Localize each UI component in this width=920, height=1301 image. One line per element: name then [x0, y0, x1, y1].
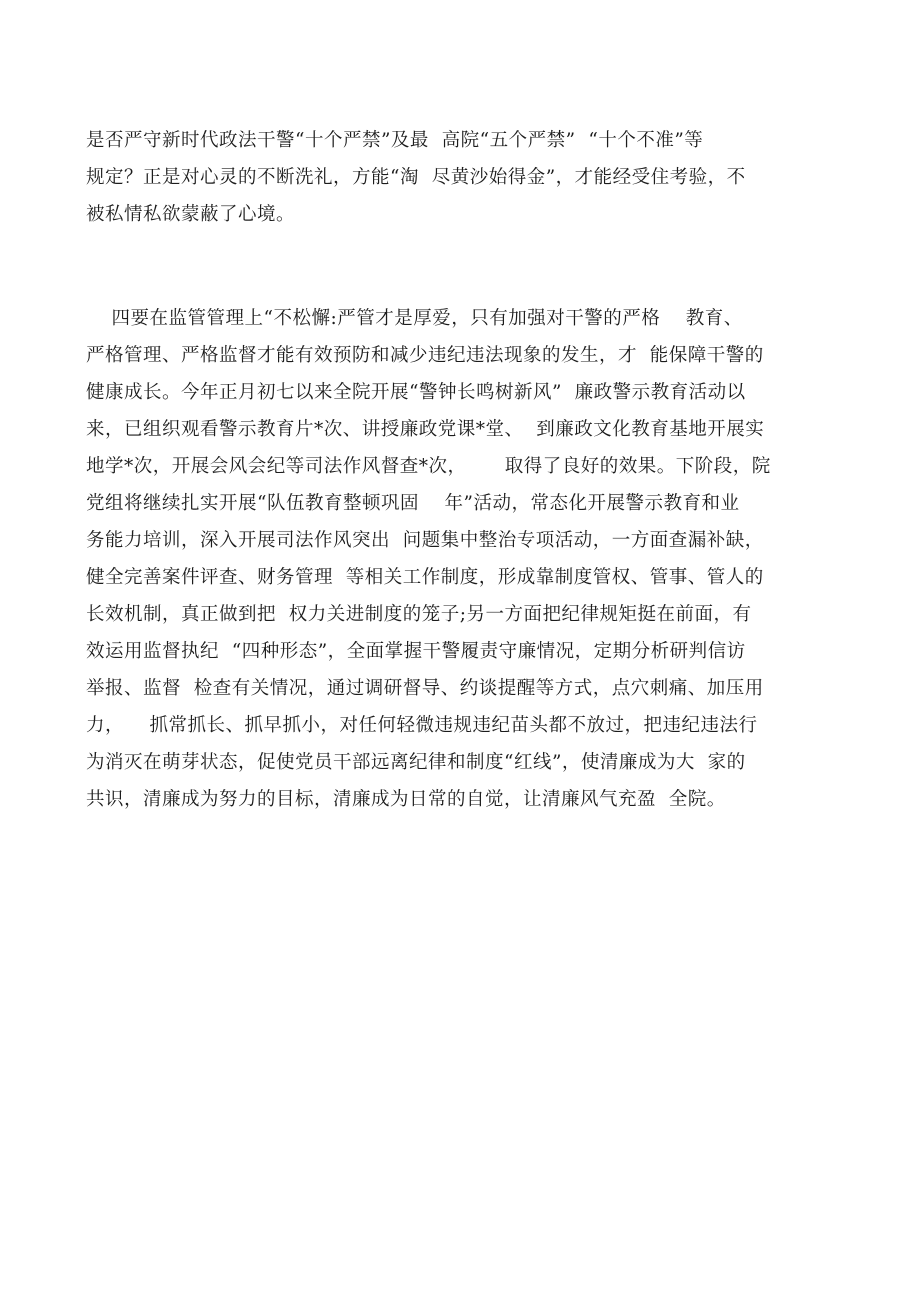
paragraph-2-line-12: 力， 抓常抓长、抓早抓小，对任何轻微违规违纪苗头都不放过，把违纪违法行	[86, 715, 758, 736]
paragraph-2-line-11: 举报、监督 检查有关情况，通过调研督导、约谈提醒等方式，点穴刺痛、加压用	[86, 678, 764, 699]
paragraph-2-line-7: 务能力培训，深入开展司法作风突出 问题集中整治专项活动，一方面查漏补缺，	[86, 530, 764, 551]
paragraph-2-line-1: 四要在监管管理上“不松懈:严管才是厚爱，只有加强对干警的严格 教育、	[86, 308, 743, 329]
paragraph-1-line-1: 是否严守新时代政法干警“十个严禁”及最 高院“五个严禁” “十个不准”等	[86, 130, 704, 151]
paragraph-2-line-5: 地学*次，开展会风会纪等司法作风督查*次， 取得了良好的效果。下阶段，院	[86, 456, 771, 477]
paragraph-1-line-3: 被私情私欲蒙蔽了心境。	[86, 204, 296, 225]
paragraph-2-line-2: 严格管理、严格监督才能有效预防和减少违纪违法现象的发生，才 能保障干警的	[86, 345, 764, 366]
paragraph-2-line-6: 党组将继续扎实开展“队伍教育整顿巩固 年”活动，常态化开展警示教育和业	[86, 493, 740, 514]
paragraph-1	[86, 122, 846, 233]
paragraph-2-line-4: 来，已组织观看警示教育片*次、讲授廉政党课*堂、 到廉政文化教育基地开展实	[86, 419, 765, 440]
paragraph-1-line-2: 规定？正是对心灵的不断洗礼，方能“淘 尽黄沙始得金”，才能经受住考验，不	[86, 167, 746, 188]
paragraph-2-line-3: 健康成长。今年正月初七以来全院开展“警钟长鸣树新风” 廉政警示教育活动以	[86, 382, 746, 403]
paragraph-2-line-10: 效运用监督执纪 “四种形态”，全面掌握干警履责守廉情况，定期分析研判信访	[86, 641, 746, 662]
paragraph-2-line-9: 长效机制，真正做到把 权力关进制度的笼子;另一方面把纪律规矩挺在前面，有	[86, 604, 752, 625]
paragraph-2-line-13: 为消灭在萌芽状态，促使党员干部远离纪律和制度“红线”，使清廉成为大 家的	[86, 752, 746, 773]
paragraph-2	[86, 300, 846, 818]
paragraph-2-line-14: 共识，清廉成为努力的目标，清廉成为日常的自觉，让清廉风气充盈 全院。	[86, 789, 726, 810]
paragraph-2-line-8: 健全完善案件评查、财务管理 等相关工作制度，形成靠制度管权、管事、管人的	[86, 567, 764, 588]
